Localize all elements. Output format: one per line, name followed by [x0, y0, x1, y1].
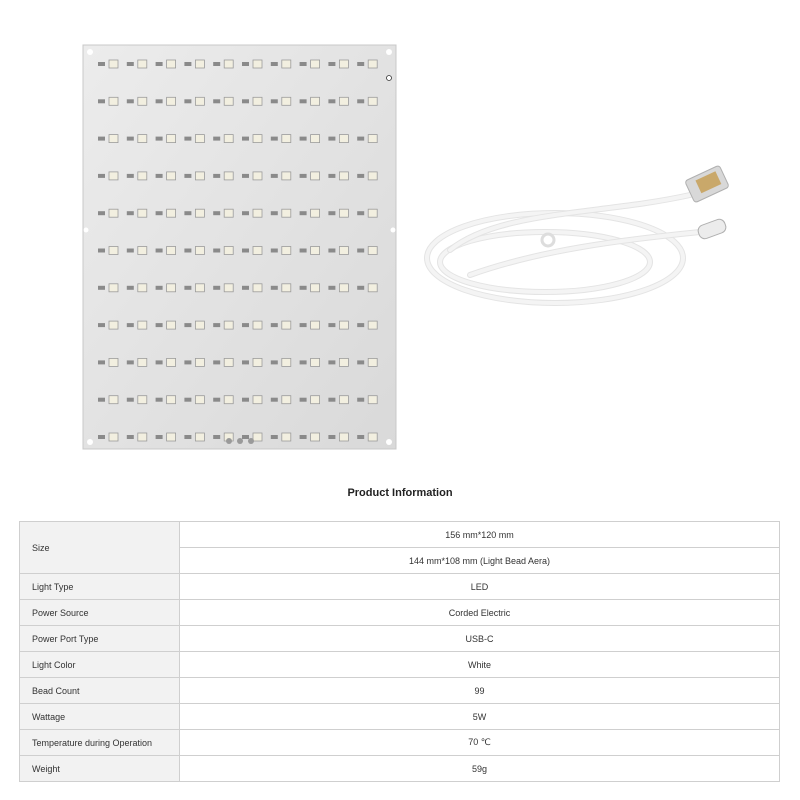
led-bead-icon	[253, 247, 262, 255]
mount-hole-icon	[391, 228, 396, 233]
resistor-icon	[242, 99, 249, 103]
resistor-icon	[98, 249, 105, 253]
spec-value: 59g	[180, 756, 780, 782]
led-bead-icon	[167, 209, 176, 217]
resistor-icon	[300, 398, 307, 402]
led-bead-icon	[138, 321, 147, 329]
resistor-icon	[98, 174, 105, 178]
led-bead-icon	[311, 358, 320, 366]
resistor-icon	[271, 211, 278, 215]
resistor-icon	[242, 174, 249, 178]
resistor-icon	[300, 137, 307, 141]
resistor-icon	[98, 99, 105, 103]
resistor-icon	[300, 286, 307, 290]
led-bead-icon	[167, 97, 176, 105]
led-bead-icon	[282, 172, 291, 180]
spec-label: Light Color	[20, 652, 180, 678]
resistor-icon	[213, 174, 220, 178]
resistor-icon	[328, 398, 335, 402]
resistor-icon	[328, 137, 335, 141]
led-bead-icon	[311, 396, 320, 404]
resistor-icon	[213, 211, 220, 215]
table-row	[20, 626, 780, 652]
led-bead-icon	[167, 135, 176, 143]
spec-value: LED	[180, 574, 780, 600]
led-bead-icon	[253, 358, 262, 366]
led-bead-icon	[109, 172, 118, 180]
spec-value: White	[180, 652, 780, 678]
resistor-icon	[98, 360, 105, 364]
led-bead-icon	[138, 60, 147, 68]
resistor-icon	[156, 323, 163, 327]
led-bead-icon	[253, 321, 262, 329]
led-bead-icon	[167, 247, 176, 255]
spec-label: Power Source	[20, 600, 180, 626]
resistor-icon	[357, 62, 364, 66]
resistor-icon	[98, 286, 105, 290]
led-bead-icon	[224, 172, 233, 180]
led-bead-icon	[282, 135, 291, 143]
led-bead-icon	[311, 209, 320, 217]
resistor-icon	[300, 435, 307, 439]
resistor-icon	[357, 137, 364, 141]
led-bead-icon	[167, 60, 176, 68]
resistor-icon	[127, 174, 134, 178]
resistor-icon	[271, 62, 278, 66]
resistor-icon	[300, 99, 307, 103]
spec-value: Corded Electric	[180, 600, 780, 626]
table-row	[20, 756, 780, 782]
led-bead-icon	[253, 209, 262, 217]
led-bead-icon	[368, 396, 377, 404]
resistor-icon	[213, 435, 220, 439]
led-bead-icon	[282, 60, 291, 68]
resistor-icon	[300, 211, 307, 215]
led-bead-icon	[311, 321, 320, 329]
resistor-icon	[328, 249, 335, 253]
spec-label: Power Port Type	[20, 626, 180, 652]
led-bead-icon	[109, 321, 118, 329]
led-bead-icon	[253, 135, 262, 143]
resistor-icon	[242, 398, 249, 402]
resistor-icon	[357, 286, 364, 290]
led-bead-icon	[138, 284, 147, 292]
led-bead-icon	[224, 321, 233, 329]
resistor-icon	[184, 286, 191, 290]
table-row	[20, 600, 780, 626]
resistor-icon	[184, 211, 191, 215]
resistor-icon	[184, 398, 191, 402]
resistor-icon	[328, 323, 335, 327]
resistor-icon	[184, 137, 191, 141]
resistor-icon	[271, 99, 278, 103]
spec-label: Weight	[20, 756, 180, 782]
led-bead-icon	[167, 284, 176, 292]
table-row	[20, 730, 780, 756]
led-bead-icon	[224, 247, 233, 255]
resistor-icon	[156, 435, 163, 439]
resistor-icon	[98, 435, 105, 439]
mount-hole-icon	[84, 228, 89, 233]
led-bead-icon	[339, 433, 348, 441]
table-row	[20, 678, 780, 704]
resistor-icon	[242, 211, 249, 215]
led-bead-icon	[138, 135, 147, 143]
resistor-icon	[213, 360, 220, 364]
spec-value: 99	[180, 678, 780, 704]
resistor-icon	[213, 62, 220, 66]
led-bead-icon	[282, 396, 291, 404]
led-bead-icon	[138, 358, 147, 366]
led-bead-icon	[368, 247, 377, 255]
mount-hole-icon	[87, 49, 93, 55]
resistor-icon	[184, 174, 191, 178]
led-bead-icon	[339, 209, 348, 217]
resistor-icon	[242, 137, 249, 141]
led-bead-icon	[224, 97, 233, 105]
spec-value: 156 mm*120 mm	[180, 522, 780, 548]
resistor-icon	[127, 398, 134, 402]
led-bead-icon	[224, 60, 233, 68]
resistor-icon	[156, 174, 163, 178]
usb-c-cable	[427, 165, 729, 303]
led-bead-icon	[368, 209, 377, 217]
resistor-icon	[213, 286, 220, 290]
led-bead-icon	[311, 172, 320, 180]
led-bead-icon	[282, 358, 291, 366]
led-bead-icon	[224, 209, 233, 217]
led-bead-icon	[282, 247, 291, 255]
resistor-icon	[271, 286, 278, 290]
led-bead-icon	[224, 358, 233, 366]
led-bead-icon	[311, 97, 320, 105]
resistor-icon	[127, 435, 134, 439]
resistor-icon	[184, 249, 191, 253]
spec-value: USB-C	[180, 626, 780, 652]
resistor-icon	[242, 286, 249, 290]
resistor-icon	[184, 435, 191, 439]
led-bead-icon	[109, 97, 118, 105]
led-bead-icon	[167, 396, 176, 404]
resistor-icon	[357, 360, 364, 364]
resistor-icon	[357, 174, 364, 178]
resistor-icon	[242, 249, 249, 253]
resistor-icon	[328, 99, 335, 103]
resistor-icon	[156, 286, 163, 290]
led-bead-icon	[109, 135, 118, 143]
led-bead-icon	[339, 97, 348, 105]
led-bead-icon	[138, 247, 147, 255]
spec-label: Temperature during Operation	[20, 730, 180, 756]
usb-c-plug-icon	[696, 218, 727, 241]
led-bead-icon	[282, 209, 291, 217]
spec-value: 5W	[180, 704, 780, 730]
led-bead-icon	[224, 396, 233, 404]
table-row	[20, 574, 780, 600]
led-bead-icon	[282, 321, 291, 329]
resistor-icon	[242, 435, 249, 439]
led-bead-icon	[339, 247, 348, 255]
led-bead-icon	[368, 60, 377, 68]
solder-pads	[226, 438, 254, 444]
section-title: Product Information	[347, 487, 453, 499]
resistor-icon	[98, 62, 105, 66]
resistor-icon	[213, 398, 220, 402]
led-bead-icon	[109, 433, 118, 441]
resistor-icon	[300, 323, 307, 327]
led-bead-icon	[368, 97, 377, 105]
resistor-icon	[271, 249, 278, 253]
resistor-icon	[328, 286, 335, 290]
led-bead-icon	[311, 60, 320, 68]
led-bead-icon	[368, 321, 377, 329]
resistor-icon	[242, 360, 249, 364]
led-bead-icon	[339, 135, 348, 143]
led-bead-icon	[253, 60, 262, 68]
led-bead-icon	[339, 396, 348, 404]
resistor-icon	[213, 249, 220, 253]
resistor-icon	[184, 99, 191, 103]
led-bead-icon	[253, 396, 262, 404]
spec-label: Bead Count	[20, 678, 180, 704]
resistor-icon	[127, 137, 134, 141]
resistor-icon	[328, 435, 335, 439]
led-bead-icon	[195, 396, 204, 404]
led-bead-icon	[368, 433, 377, 441]
led-bead-icon	[253, 172, 262, 180]
led-bead-icon	[138, 97, 147, 105]
led-bead-icon	[195, 284, 204, 292]
led-bead-icon	[167, 358, 176, 366]
resistor-icon	[357, 435, 364, 439]
table-row	[20, 652, 780, 678]
led-bead-icon	[195, 433, 204, 441]
resistor-icon	[127, 249, 134, 253]
led-bead-icon	[195, 209, 204, 217]
resistor-icon	[127, 62, 134, 66]
led-bead-icon	[109, 209, 118, 217]
resistor-icon	[357, 211, 364, 215]
led-bead-icon	[311, 433, 320, 441]
resistor-icon	[300, 360, 307, 364]
led-bead-icon	[138, 172, 147, 180]
led-bead-icon	[339, 284, 348, 292]
led-bead-icon	[138, 209, 147, 217]
led-bead-icon	[167, 172, 176, 180]
resistor-icon	[271, 360, 278, 364]
resistor-icon	[127, 211, 134, 215]
resistor-icon	[242, 323, 249, 327]
resistor-icon	[184, 360, 191, 364]
resistor-icon	[184, 62, 191, 66]
led-bead-icon	[282, 97, 291, 105]
led-bead-icon	[368, 135, 377, 143]
led-bead-icon	[368, 284, 377, 292]
resistor-icon	[127, 323, 134, 327]
resistor-icon	[156, 99, 163, 103]
led-bead-icon	[109, 284, 118, 292]
resistor-icon	[271, 435, 278, 439]
led-bead-icon	[311, 135, 320, 143]
resistor-icon	[242, 62, 249, 66]
resistor-icon	[328, 360, 335, 364]
led-bead-icon	[138, 396, 147, 404]
resistor-icon	[98, 398, 105, 402]
resistor-icon	[300, 62, 307, 66]
led-bead-icon	[282, 433, 291, 441]
led-bead-icon	[368, 172, 377, 180]
resistor-icon	[156, 211, 163, 215]
led-bead-icon	[253, 97, 262, 105]
resistor-icon	[213, 323, 220, 327]
mount-hole-icon	[87, 439, 93, 445]
led-bead-icon	[339, 358, 348, 366]
spec-label: Size	[20, 522, 180, 574]
led-bead-icon	[311, 284, 320, 292]
resistor-icon	[300, 249, 307, 253]
table-row	[20, 522, 780, 548]
led-bead-icon	[195, 172, 204, 180]
resistor-icon	[156, 360, 163, 364]
led-bead-icon	[339, 321, 348, 329]
resistor-icon	[357, 99, 364, 103]
led-panel-board	[83, 45, 396, 449]
spec-table	[19, 521, 780, 782]
resistor-icon	[127, 286, 134, 290]
resistor-icon	[271, 323, 278, 327]
led-bead-icon	[311, 247, 320, 255]
led-bead-icon	[224, 135, 233, 143]
resistor-icon	[127, 99, 134, 103]
spec-value: 70 ℃	[180, 730, 780, 756]
led-bead-icon	[109, 247, 118, 255]
mount-hole-icon	[386, 439, 392, 445]
led-bead-icon	[167, 433, 176, 441]
table-row	[20, 704, 780, 730]
resistor-icon	[156, 249, 163, 253]
led-bead-icon	[253, 284, 262, 292]
resistor-icon	[357, 398, 364, 402]
resistor-icon	[98, 323, 105, 327]
led-bead-icon	[109, 396, 118, 404]
led-bead-icon	[195, 321, 204, 329]
resistor-icon	[271, 137, 278, 141]
led-bead-icon	[339, 172, 348, 180]
resistor-icon	[156, 398, 163, 402]
led-bead-icon	[138, 433, 147, 441]
mount-hole-icon	[386, 49, 392, 55]
led-bead-icon	[368, 358, 377, 366]
spec-value: 144 mm*108 mm (Light Bead Aera)	[180, 548, 780, 574]
resistor-icon	[213, 137, 220, 141]
resistor-icon	[213, 99, 220, 103]
resistor-icon	[300, 174, 307, 178]
led-bead-icon	[195, 135, 204, 143]
resistor-icon	[328, 62, 335, 66]
spec-label: Wattage	[20, 704, 180, 730]
led-bead-icon	[224, 284, 233, 292]
resistor-icon	[357, 323, 364, 327]
led-bead-icon	[195, 97, 204, 105]
spec-label: Light Type	[20, 574, 180, 600]
led-bead-icon	[339, 60, 348, 68]
resistor-icon	[328, 211, 335, 215]
resistor-icon	[127, 360, 134, 364]
led-bead-icon	[253, 433, 262, 441]
led-bead-icon	[195, 358, 204, 366]
led-bead-icon	[195, 60, 204, 68]
resistor-icon	[328, 174, 335, 178]
resistor-icon	[271, 398, 278, 402]
led-bead-icon	[167, 321, 176, 329]
resistor-icon	[98, 137, 105, 141]
led-bead-icon	[195, 247, 204, 255]
resistor-icon	[357, 249, 364, 253]
led-bead-icon	[109, 358, 118, 366]
resistor-icon	[271, 174, 278, 178]
resistor-icon	[98, 211, 105, 215]
resistor-icon	[156, 62, 163, 66]
resistor-icon	[184, 323, 191, 327]
led-bead-icon	[282, 284, 291, 292]
resistor-icon	[156, 137, 163, 141]
led-bead-icon	[109, 60, 118, 68]
